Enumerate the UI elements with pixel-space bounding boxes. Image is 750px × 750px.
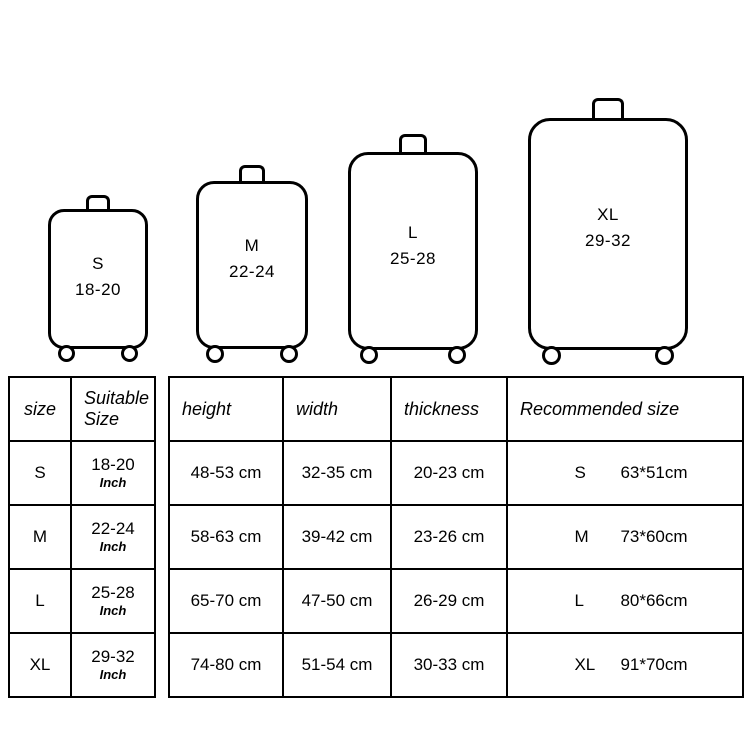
suitcase-s-wheel-right [121,345,138,362]
table-row [9,441,743,505]
cell-recommended-value: 63*51cm [620,463,688,482]
cell-suitable-unit: Inch [99,474,127,490]
cell-thickness: 26-29 cm [391,569,507,633]
cell-suitable-value: 18-20 [91,455,135,474]
suitcase-xl-handle [592,98,624,120]
suitcase-m-wheel-right [280,345,298,363]
suitcase-l-size-text: L [408,223,418,242]
cell-width: 51-54 cm [283,633,391,697]
cell-suitable [71,505,155,569]
cell-recommended-letter: L [574,591,584,610]
suitcase-l [348,134,478,370]
header-recommended-size: Recommended size [507,377,743,441]
suitcase-s-inch-text: 18-20 [75,280,121,300]
suitcase-xl-label [528,202,688,255]
cell-recommended-value: 80*66cm [620,591,688,610]
cell-recommended-value: 73*60cm [620,527,688,546]
table-header-row [9,377,743,441]
cell-size: L [9,569,71,633]
cell-suitable [71,569,155,633]
header-size: size [9,377,71,441]
suitcase-s-label [48,251,148,304]
cell-suitable-value: 29-32 [91,647,135,666]
table-gap-cell [155,505,169,569]
cell-thickness: 23-26 cm [391,505,507,569]
cell-recommended [507,505,743,569]
suitcase-xl-wheel-right [655,346,674,365]
table-row [9,569,743,633]
header-thickness: thickness [391,377,507,441]
header-width: width [283,377,391,441]
suitcase-m-inch-text: 22-24 [229,262,275,282]
cell-suitable-unit: Inch [99,666,127,682]
cell-recommended-letter: M [574,527,589,546]
table-gap-cell [155,569,169,633]
suitcase-l-wheel-right [448,346,466,364]
cell-height: 74-80 cm [169,633,283,697]
suitcase-l-label [348,220,478,273]
cell-recommended-letter: XL [574,655,596,674]
suitcase-s-wheel-left [58,345,75,362]
suitcase-l-inch-text: 25-28 [390,249,436,269]
cell-size: M [9,505,71,569]
suitcase-xl [528,98,688,370]
suitcase-xl-wheel-left [542,346,561,365]
cell-thickness: 20-23 cm [391,441,507,505]
cell-recommended [507,569,743,633]
cell-thickness: 30-33 cm [391,633,507,697]
cell-suitable [71,441,155,505]
header-height: height [169,377,283,441]
cell-suitable-unit: Inch [99,538,127,554]
cell-height: 65-70 cm [169,569,283,633]
cell-height: 48-53 cm [169,441,283,505]
cell-suitable-value: 25-28 [91,583,135,602]
suitcase-xl-size-text: XL [597,205,619,224]
cell-height: 58-63 cm [169,505,283,569]
table-row [9,633,743,697]
suitcase-s-size-text: S [92,254,104,273]
size-chart-tables [8,376,742,698]
cell-recommended-value: 91*70cm [620,655,688,674]
table-row [9,505,743,569]
cell-width: 32-35 cm [283,441,391,505]
suitcase-l-handle [399,134,427,154]
cell-recommended-letter: S [574,463,586,482]
cell-recommended [507,441,743,505]
suitcase-m [196,165,308,370]
suitcase-xl-inch-text: 29-32 [585,231,631,251]
suitcase-m-size-text: M [244,236,260,255]
table-gap-cell [155,633,169,697]
cell-suitable [71,633,155,697]
cell-suitable-unit: Inch [99,602,127,618]
suitcase-l-wheel-left [360,346,378,364]
header-suitable-size: Suitable Size [71,377,155,441]
suitcase-m-wheel-left [206,345,224,363]
table-gap-cell [155,377,169,441]
cell-width: 47-50 cm [283,569,391,633]
cell-suitable-value: 22-24 [91,519,135,538]
suitcase-m-label [196,233,308,286]
cell-size: XL [9,633,71,697]
size-chart-table [8,376,744,698]
cell-width: 39-42 cm [283,505,391,569]
cell-recommended [507,633,743,697]
cell-size: S [9,441,71,505]
luggage-size-illustration [0,0,750,370]
table-gap-cell [155,441,169,505]
suitcase-s [48,195,148,370]
